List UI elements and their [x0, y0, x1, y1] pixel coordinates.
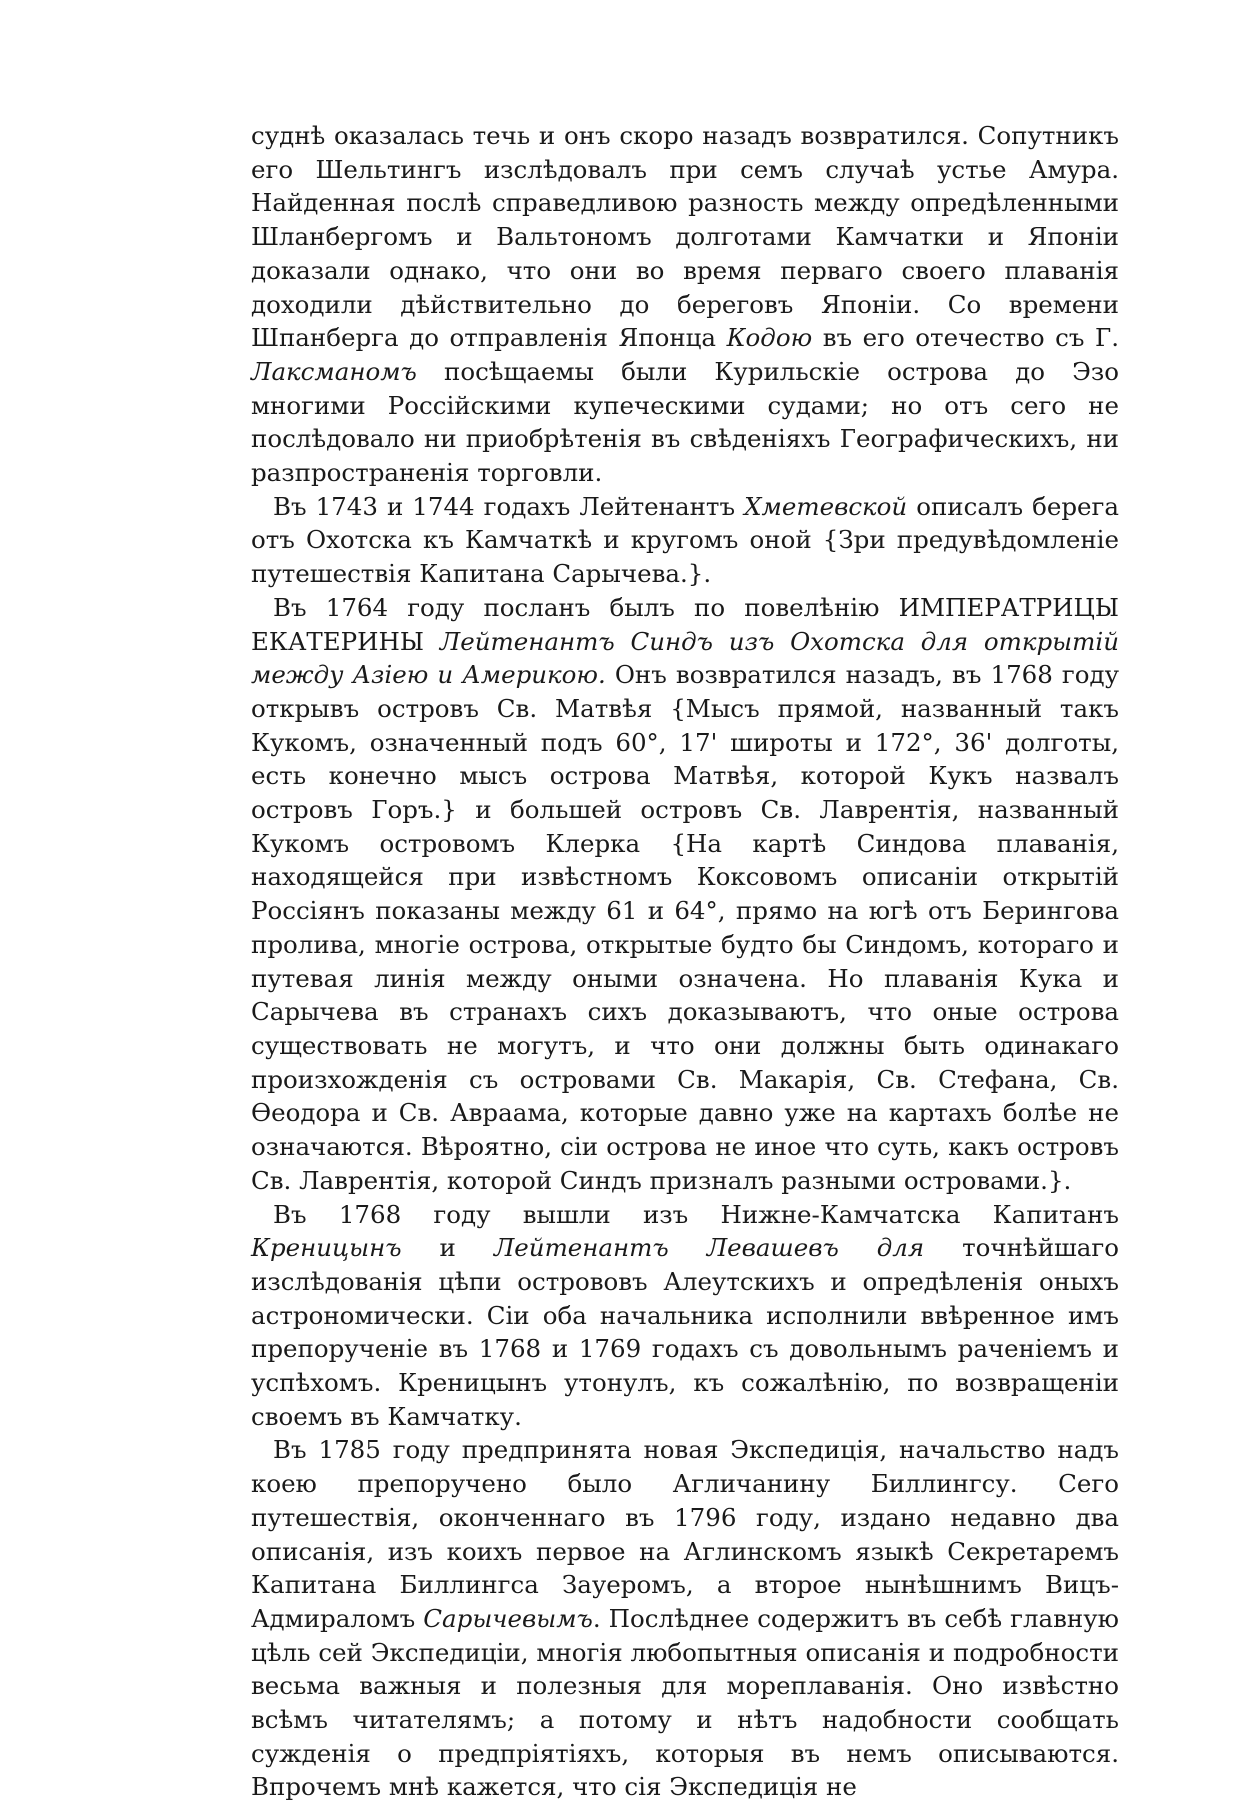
paragraph-krenitsyn-levashev: [251, 1198, 1119, 1434]
italic-name: Кодою: [726, 323, 813, 353]
text-span: Онъ возвратился назадъ, въ 1768 году открывъ островъ Св. Матвѣя {Мысъ прямой, названный такъ Кукомъ, означенный подъ 60°, 17' широты и 172°, 36' долготы, есть конечно мысъ острова Матвѣя, которой Кукъ назвалъ островъ Горъ.} и большей островъ Св. Лаврентія, названный Кукомъ островомъ Клерка {На картѣ Синдова плаванія, находящейся при извѣстномъ Коксовомъ описаніи открытій Россіянъ показаны между 61 и 64°, прямо на югѣ отъ Берингова пролива, многіе острова, открытые будто бы Синдомъ, котораго и путевая линія между оными означена. Но плаванія Кука и Сарычева въ странахъ сихъ доказываютъ, что оные острова существовать не могутъ, и что они должны быть одинакаго произхожденія съ островами Св. Макарія, Св. Стефана, Св. Ѳеодора и Св. Авраама, которые давно уже на картахъ болѣе не означаются. Вѣроятно, сіи острова не иное что суть, какъ островъ Св. Лаврентія, которой Синдъ призналъ разными островами.}.: [251, 660, 1119, 1195]
paragraph-billings-expedition: [251, 1433, 1119, 1804]
document-page: [251, 119, 1119, 1804]
text-span: Въ 1743 и 1744 годахъ Лейтенантъ: [273, 491, 745, 521]
italic-name: Сарычевымъ: [423, 1603, 593, 1633]
text-span: точнѣйшаго изслѣдованія цѣпи острововъ Алеутскихъ и опредѣленія оныхъ астрономически. Сіи оба начальника исполнили ввѣренное имъ препорученіе въ 1768 и 1769 годахъ съ довольнымъ раченіемъ и успѣхомъ. Креницынъ утонулъ, къ сожалѣнію, по возвращеніи своемъ въ Камчатку.: [251, 1233, 1119, 1431]
italic-name: Лейтенантъ Левашевъ для: [493, 1233, 925, 1263]
paragraph-sind: [251, 591, 1119, 1198]
text-span: въ его отечество съ Г.: [812, 323, 1120, 353]
text-span: Въ 1785 году предпринята новая Экспедиція, начальство надъ коею препоручено было Агличанину Биллингсу. Сего путешествія, оконченнаго въ 1796 году, издано недавно два описанія, изъ коихъ первое на Аглинскомъ языкѣ Секретаремъ Капитана Биллингса Зауеромъ, а второе нынѣшнимъ Вицъ-Адмираломъ: [251, 1435, 1119, 1633]
text-span: Въ 1768 году вышли изъ Нижне-Камчатска Капитанъ: [273, 1199, 1119, 1229]
italic-name: Хметевской: [744, 491, 908, 521]
text-span: суднѣ оказалась течь и онъ скоро назадъ возвратился. Сопутникъ его Шельтингъ изслѣдовалъ при семъ случаѣ устье Амура. Найденная послѣ справедливою разность между опредѣленными Шланбергомъ и Вальтономъ долготами Камчатки и Японіи доказали однако, что они во время перваго своего плаванія доходили дѣйствительно до береговъ Японіи. Со времени Шпанберга до отправленія Японца: [251, 121, 1119, 353]
text-span: описалъ берега отъ Охотска къ Камчаткѣ и кругомъ оной {Зри предувѣдомленіе путешествія Капитана Сарычева.}.: [251, 491, 1119, 589]
text-span: Въ 1764 году посланъ былъ по повелѣнію ИМПЕРАТРИЦЫ ЕКАТЕРИНЫ: [251, 592, 1119, 656]
italic-name: Креницынъ: [251, 1233, 402, 1263]
paragraph-supplementary-voyages: [251, 119, 1119, 490]
italic-name: Лаксманомъ: [251, 356, 417, 386]
paragraph-khmetevskoy: [251, 490, 1119, 591]
italic-name: Лейтенантъ Синдъ изъ Охотска для открытій между Азіею и Америкою.: [251, 626, 1119, 690]
text-span: . Послѣднее содержитъ въ себѣ главную цѣль сей Экспедиціи, многія любопытныя описанія и подробности весьма важныя и полезныя для мореплаванія. Оно извѣстно всѣмъ читателямъ; а потому и нѣтъ надобности сообщать сужденія о предпріятіяхъ, которыя въ немъ описываются. Впрочемъ мнѣ кажется, что сія Экспедиція не: [251, 1603, 1119, 1802]
text-span: посѣщаемы были Курильскіе острова до Эзо многими Россійскими купеческими судами; но отъ сего не послѣдовало ни приобрѣтенія въ свѣденіяхъ Географическихъ, ни разпространенія торговли.: [251, 356, 1119, 488]
text-span: и: [401, 1233, 494, 1263]
